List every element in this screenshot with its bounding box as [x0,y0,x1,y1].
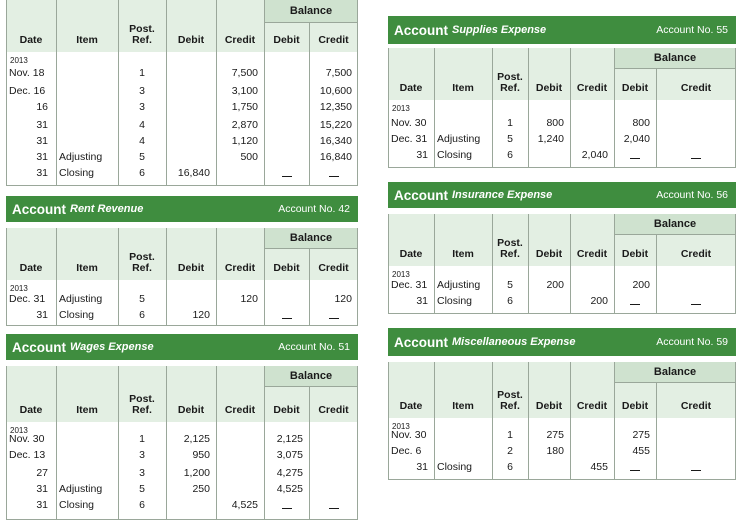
row-post-ref: 6 [507,461,513,473]
account-name: Miscellaneous Expense [452,336,576,348]
post-ref-header: Post. Ref. [497,71,523,94]
row-date: Dec. 31 [391,133,428,145]
balance-rule [264,386,358,387]
row-debit: 200 [546,279,564,291]
credit-header: Credit [224,262,256,274]
row-balance-credit: 16,840 [319,151,352,163]
row-post-ref: 3 [139,449,145,461]
row-debit: 16,840 [177,167,210,179]
ledger-row [6,84,358,99]
ledger-row [388,294,736,309]
account-number: Account No. 59 [656,336,728,348]
row-item [59,84,117,99]
ledger-border-bottom [388,167,736,168]
row-debit: 1,240 [537,133,564,145]
balance-zero-dash [282,508,292,509]
row-credit: 2,870 [231,119,258,131]
row-date: Dec. 16 [9,85,46,97]
row-post-ref: 4 [139,119,145,131]
row-date: 31 [36,167,48,179]
balance-rule [614,382,736,383]
year-label: 2013 [10,426,28,435]
balance-zero-dash [691,470,701,471]
row-credit: 1,750 [231,101,258,113]
row-item: Closing [437,461,473,473]
balance-rule [614,68,736,69]
row-balance-debit [264,84,303,99]
column-header-band [388,214,736,266]
ledger-row [6,432,358,447]
year-label: 2013 [392,270,410,279]
post-ref-header: Post. Ref. [497,389,523,412]
balance-debit-header: Debit [273,404,300,416]
credit-header: Credit [576,400,608,412]
ledger-row [6,466,358,481]
row-date: Nov. 30 [391,117,427,129]
account-name: Wages Expense [70,341,154,353]
debit-header: Debit [177,404,205,416]
account-number: Account No. 56 [656,189,728,201]
row-date: Dec. 31 [391,279,428,291]
row-balance-credit [309,482,352,497]
row-post-ref: 6 [507,295,513,307]
row-date: 31 [36,135,48,147]
row-balance-debit [264,134,303,149]
row-date: Nov. 30 [9,433,45,445]
account-header [388,182,736,208]
row-item: Closing [59,499,95,511]
row-balance-credit [656,278,730,293]
row-post-ref: 3 [139,467,145,479]
date-header: Date [19,262,43,274]
balance-debit-header: Debit [621,82,649,94]
year-label: 2013 [10,284,28,293]
row-balance-debit: 4,525 [276,483,303,495]
row-debit: 2,125 [183,433,210,445]
row-debit: 180 [546,445,564,457]
row-item: Closing [59,309,95,321]
balance-debit-header: Debit [621,248,649,260]
row-balance-debit: 200 [632,279,650,291]
balance-debit-header: Debit [273,34,300,46]
row-debit [166,292,210,307]
ledger-supplies-expense [388,16,736,168]
item-header: Item [452,82,474,94]
debit-header: Debit [535,248,563,260]
row-balance-credit [656,428,730,443]
row-item: Adjusting [437,133,481,145]
ledger-row [6,118,358,133]
row-credit: 500 [240,151,258,163]
row-credit: 4,525 [231,499,258,511]
row-balance-credit [656,116,730,131]
row-date: Dec. 13 [9,449,46,461]
row-post-ref: 1 [139,433,145,445]
row-credit [570,132,608,147]
row-date: 31 [36,483,48,495]
row-debit [166,134,210,149]
row-debit [166,498,210,513]
debit-header: Debit [177,262,205,274]
date-header: Date [19,34,43,46]
row-debit: 275 [546,429,564,441]
column-header-band [6,0,358,52]
row-credit [570,444,608,459]
ledger-row [6,150,358,165]
balance-zero-dash [282,318,292,319]
row-post-ref: 5 [139,151,145,163]
row-credit [570,428,608,443]
post-ref-header: Post. Ref. [129,393,155,416]
ledger-row [388,116,736,131]
row-item [437,428,491,443]
row-balance-debit [264,150,303,165]
credit-header: Credit [576,82,608,94]
balance-header: Balance [264,366,358,386]
row-credit [216,482,258,497]
account-title [12,334,154,360]
balance-zero-dash [630,158,640,159]
row-post-ref: 5 [139,483,145,495]
ledger-row [6,66,358,81]
year-label: 2013 [392,104,410,113]
row-date: 16 [36,101,48,113]
row-date: 31 [416,149,428,161]
row-debit [166,150,210,165]
ledger-row [6,308,358,323]
row-debit [166,84,210,99]
row-post-ref: 5 [139,293,145,305]
item-header: Item [76,404,98,416]
row-date: Dec. 31 [9,293,46,305]
row-post-ref: 2 [507,445,513,457]
account-label: Account [12,339,66,355]
row-debit: 800 [546,117,564,129]
row-credit [216,448,258,463]
row-credit: 1,120 [231,135,258,147]
ledger-row [6,448,358,463]
account-title [394,182,552,208]
account-number: Account No. 55 [656,24,728,36]
row-balance-credit: 12,350 [319,101,352,113]
account-header [6,196,358,222]
row-item: Adjusting [437,279,481,291]
balance-credit-header: Credit [318,262,349,274]
ledger-border-bottom [6,519,358,520]
row-item [59,432,117,447]
date-header: Date [19,404,43,416]
row-debit [528,148,564,163]
row-post-ref: 6 [139,499,145,511]
row-credit [570,278,608,293]
row-debit [528,294,564,309]
ledger-row [388,460,736,475]
row-item: Adjusting [59,293,103,305]
row-debit [166,100,210,115]
row-post-ref: 3 [139,101,145,113]
balance-credit-header: Credit [680,248,712,260]
account-title [12,196,143,222]
account-number: Account No. 51 [278,341,350,353]
year-label: 2013 [10,56,28,65]
row-balance-debit: 2,040 [623,133,650,145]
date-header: Date [399,400,423,412]
row-date: 31 [36,499,48,511]
row-credit [216,466,258,481]
account-label: Account [394,334,448,350]
row-post-ref: 6 [507,149,513,161]
ledger-row [6,482,358,497]
row-item: Adjusting [59,151,103,163]
row-balance-credit: 7,500 [325,67,352,79]
column-header-band [388,48,736,100]
row-date: Dec. 6 [391,445,422,457]
ledger-border-bottom [388,479,736,480]
row-item [59,448,117,463]
debit-header: Debit [177,34,205,46]
ledger-row [6,134,358,149]
balance-debit-header: Debit [621,400,649,412]
ledger-wages-expense [6,334,358,520]
row-date: 31 [36,309,48,321]
ledger-border-bottom [388,313,736,314]
row-balance-credit [656,132,730,147]
column-header-band [388,362,736,418]
row-balance-debit: 4,275 [276,467,303,479]
account-title [394,328,576,356]
balance-credit-header: Credit [318,404,349,416]
account-label: Account [12,201,66,217]
row-balance-debit: 3,075 [276,449,303,461]
row-balance-debit: 800 [632,117,650,129]
balance-rule [264,248,358,249]
row-balance-credit [656,444,730,459]
balance-zero-dash [329,176,339,177]
row-post-ref: 1 [139,67,145,79]
year-label: 2013 [392,422,410,431]
row-balance-debit [264,100,303,115]
row-item: Closing [437,149,473,161]
post-ref-header: Post. Ref. [129,251,155,274]
balance-credit-header: Credit [680,82,712,94]
row-balance-debit: 275 [632,429,650,441]
account-header [388,16,736,44]
row-post-ref: 6 [139,309,145,321]
row-post-ref: 1 [507,117,513,129]
row-balance-credit [309,432,352,447]
ledger-row [388,148,736,163]
account-name: Supplies Expense [452,24,547,36]
row-debit: 950 [192,449,210,461]
ledger-row [6,292,358,307]
row-item [59,466,117,481]
row-balance-credit: 15,220 [319,119,352,131]
row-credit [570,116,608,131]
item-header: Item [452,400,474,412]
row-balance-debit: 2,125 [276,433,303,445]
account-number: Account No. 42 [278,203,350,215]
balance-header: Balance [614,362,736,382]
row-balance-debit [264,66,303,81]
ledger-capital-continued [6,0,358,186]
row-credit [216,166,258,181]
account-label: Account [394,187,448,203]
credit-header: Credit [224,404,256,416]
balance-zero-dash [630,470,640,471]
item-header: Item [76,34,98,46]
item-header: Item [452,248,474,260]
credit-header: Credit [224,34,256,46]
row-date: 31 [36,151,48,163]
row-credit [216,432,258,447]
row-balance-credit: 120 [334,293,352,305]
row-credit: 2,040 [581,149,608,161]
balance-zero-dash [691,158,701,159]
balance-zero-dash [630,304,640,305]
balance-header: Balance [614,48,736,68]
date-header: Date [399,248,423,260]
ledger-row [388,132,736,147]
account-name: Insurance Expense [452,189,553,201]
ledger-row [388,444,736,459]
row-post-ref: 3 [139,85,145,97]
row-balance-credit [309,466,352,481]
column-header-band [6,228,358,280]
row-debit: 1,200 [183,467,210,479]
post-ref-header: Post. Ref. [497,237,523,260]
account-header [388,328,736,356]
row-post-ref: 5 [507,133,513,145]
row-debit: 250 [192,483,210,495]
balance-zero-dash [329,318,339,319]
column-header-band [6,366,358,422]
row-date: 31 [416,295,428,307]
row-date: 31 [36,119,48,131]
ledger-row [388,428,736,443]
row-debit [528,460,564,475]
row-balance-credit: 10,600 [319,85,352,97]
row-date: Nov. 30 [391,429,427,441]
ledger-row [6,498,358,513]
account-label: Account [394,22,448,38]
row-item [59,134,117,149]
row-item [59,66,117,81]
debit-header: Debit [535,82,563,94]
row-debit [166,118,210,133]
ledger-insurance-expense [388,182,736,314]
account-title [394,16,546,44]
row-credit: 120 [240,293,258,305]
balance-zero-dash [691,304,701,305]
row-balance-debit [264,118,303,133]
balance-credit-header: Credit [318,34,349,46]
row-item [437,116,491,131]
ledger-row [6,166,358,181]
balance-header: Balance [264,228,358,248]
ledger-border-bottom [6,185,358,186]
ledger-miscellaneous-expense [388,328,736,480]
row-item [59,100,117,115]
row-item: Closing [437,295,473,307]
row-credit: 455 [590,461,608,473]
row-debit: 120 [192,309,210,321]
row-post-ref: 4 [139,135,145,147]
row-credit [216,308,258,323]
row-post-ref: 5 [507,279,513,291]
balance-credit-header: Credit [680,400,712,412]
account-header [6,334,358,360]
row-balance-credit: 16,340 [319,135,352,147]
row-credit: 7,500 [231,67,258,79]
row-post-ref: 6 [139,167,145,179]
balance-zero-dash [329,508,339,509]
row-balance-credit [309,448,352,463]
balance-zero-dash [282,176,292,177]
row-item [437,444,491,459]
row-credit: 3,100 [231,85,258,97]
ledger-row [6,100,358,115]
row-date: 27 [36,467,48,479]
balance-rule [614,234,736,235]
row-item: Closing [59,167,95,179]
row-date: Nov. 18 [9,67,45,79]
ledger-border-bottom [6,325,358,326]
credit-header: Credit [576,248,608,260]
ledger-row [388,278,736,293]
account-name: Rent Revenue [70,203,144,215]
balance-header: Balance [614,214,736,234]
balance-rule [264,22,358,23]
row-date: 31 [416,461,428,473]
item-header: Item [76,262,98,274]
row-item: Adjusting [59,483,103,495]
balance-debit-header: Debit [273,262,300,274]
date-header: Date [399,82,423,94]
row-item [59,118,117,133]
row-balance-debit: 455 [632,445,650,457]
post-ref-header: Post. Ref. [129,23,155,46]
balance-header: Balance [264,0,358,22]
debit-header: Debit [535,400,563,412]
row-debit [166,66,210,81]
row-post-ref: 1 [507,429,513,441]
row-balance-debit [264,292,303,307]
ledger-rent-revenue [6,196,358,326]
row-credit: 200 [590,295,608,307]
